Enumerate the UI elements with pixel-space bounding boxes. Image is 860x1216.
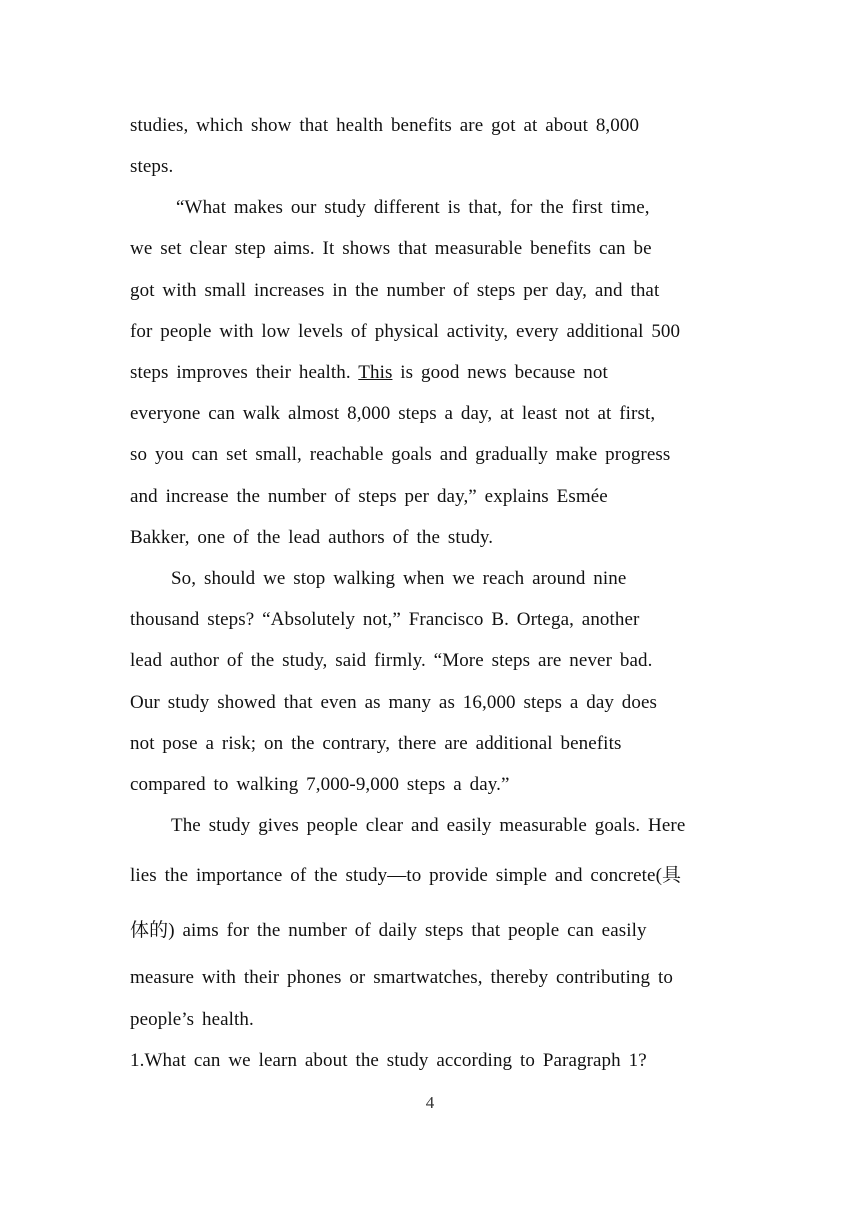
body-text-line: 体的) aims for the number of daily steps that people can easily: [130, 920, 647, 941]
body-text-line: measure with their phones or smartwatches, thereby contributing to: [130, 967, 673, 988]
body-text-line: Our study showed that even as many as 16,000 steps a day does: [130, 692, 658, 713]
body-text-line: for people with low levels of physical activity, every additional 500: [130, 321, 681, 342]
body-text-line: compared to walking 7,000-9,000 steps a day.”: [130, 774, 510, 795]
body-text-line: and increase the number of steps per day,” explains Esmée: [130, 486, 608, 507]
line-segment: is good news because not: [392, 362, 608, 383]
body-text-line: “What makes our study different is that, for the first time,: [176, 197, 650, 218]
page-number: 4: [425, 1093, 435, 1112]
body-text-line: we set clear step aims. It shows that measurable benefits can be: [130, 238, 652, 259]
underlined-word-this: This: [358, 362, 393, 383]
body-text-line: so you can set small, reachable goals and gradually make progress: [130, 444, 671, 465]
question-text: 1.What can we learn about the study according to Paragraph 1?: [130, 1050, 647, 1071]
line-segment: steps improves their health.: [130, 362, 359, 383]
body-text-line: not pose a risk; on the contrary, there are additional benefits: [130, 733, 622, 754]
body-text-line: everyone can walk almost 8,000 steps a day, at least not at first,: [130, 403, 656, 424]
body-text-line: So, should we stop walking when we reach around nine: [171, 568, 627, 589]
body-text-line: lead author of the study, said firmly. “More steps are never bad.: [130, 650, 653, 671]
body-text-line: The study gives people clear and easily measurable goals. Here: [171, 815, 686, 836]
body-text-line-with-underline: [130, 361, 608, 385]
body-text-line: people’s health.: [130, 1009, 254, 1030]
body-text-line: lies the importance of the study—to provide simple and concrete(具: [130, 865, 682, 886]
body-text-line: got with small increases in the number of steps per day, and that: [130, 280, 660, 301]
body-text-line: studies, which show that health benefits are got at about 8,000: [130, 115, 640, 136]
body-text-line: thousand steps? “Absolutely not,” Francisco B. Ortega, another: [130, 609, 640, 630]
body-text-line: steps.: [130, 156, 174, 177]
body-text-line: Bakker, one of the lead authors of the study.: [130, 527, 494, 548]
